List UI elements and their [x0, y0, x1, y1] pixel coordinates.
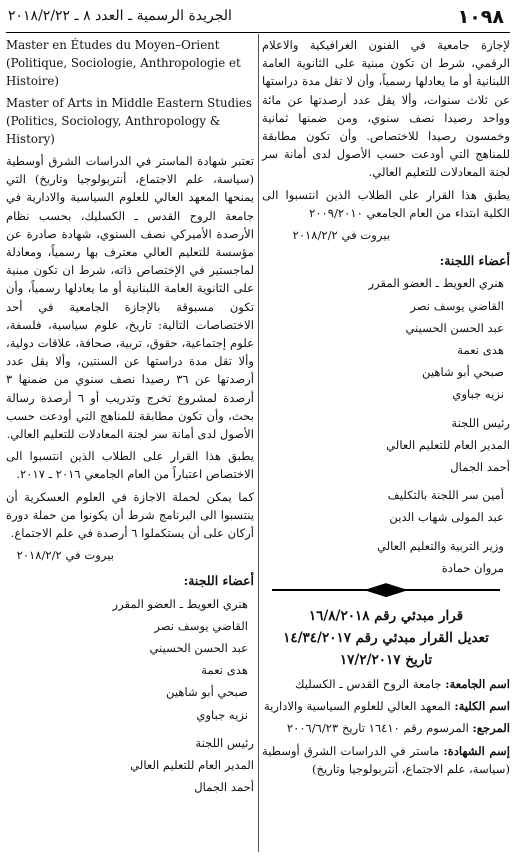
- degree-field: إسم الشهادة: ماستر في الدراسات الشرق أوسطية (سياسة، علم الاجتماع، أنتربولوجيا وتاريخ): [262, 743, 510, 776]
- member-item: نزيه جباوي: [452, 387, 504, 402]
- member-item: هدى نعمة: [457, 343, 504, 358]
- member-item: هنري العويط ـ العضو المقرر: [368, 276, 504, 291]
- members-heading: أعضاء اللجنة:: [183, 573, 254, 589]
- decision-number: قرار مبدئي رقم ١٦/٨/٢٠١٨: [308, 608, 464, 625]
- date-line: بيروت في ٢٠١٨/٢/٢: [292, 228, 390, 243]
- member-item: هنري العويط ـ العضو المقرر: [112, 596, 248, 611]
- role-item: أحمد الجمال: [194, 780, 254, 795]
- member-item: القاضي يوسف نصر: [410, 298, 504, 313]
- degree-name-english: Master of Arts in Middle Eastern Studies (Politics, Sociology, Anthropology & History): [6, 96, 252, 146]
- roles-list: [6, 734, 254, 797]
- member-item: صبحي أبو شاهين: [422, 365, 504, 380]
- intro-paragraph: لإجازة جامعية في الفنون الغرافيكية والاعلام الرقمي، شرط ان تكون مبنية على الثانوية العامة اللبنانية أو ما يعادلها رسمياً، وأن لا تقل مدة دراستها عن ثلاث سنوات، وألا يقل عدد أرصدتها عن مائة وواحد رصيدا نصف سنوي، ومن ضمنها ثمانية وخمسون رصيدا للاختصاص. وأن تكون مطابقة للمناهج التي أودعت حسب الأصول لدى أمانة سر لجنة المعادلات للتعليم العالي.: [262, 38, 510, 180]
- header-rule: [6, 32, 510, 33]
- role-item: عبد المولى شهاب الدين: [389, 510, 504, 525]
- members-list: [262, 274, 510, 403]
- body-paragraph: تعتبر شهادة الماستر في الدراسات الشرق أوسطية (سياسة، علم الاجتماع، أنتربولوجيا وتاريخ) التي يمنحها المعهد العالي للعلوم السياسية والادارية في جامعة الروح القدس ـ الكسليك، بحسب نظام الأرصدة الأميركي نصف السنوي، شهادة صادرة عن مؤسسة للتعليم العالي معترف بها رسمياً، ومعادلة لماجستير في الإختصاص ذاته، شرط ان تكون مبنية على الثانوية العامة اللبنانية أو ما يعادلها رسمياً، وأن تكون مسبوقة بالإجازة الجامعية في أحد الاختصاصات التالية: تاريخ، علوم سياسية، فلسفة، علوم إجتماعية، حقوق، تربية، صحافة، علاقات دولية، وألا تقل مدة دراستها عن السنتين، وألا يقل عدد أرصدتها عن ٣٦ رصيدا نصف سنوي من ضمنها ٣ أرصدة لمشروع تخرج وتدريب أو ٦ أرصدة رسالة بحث، وأن تكون مطابقة للمناهج التي أودعت حسب الأصول لدى أمانة سر لجنة المعادلات للتعليم العالي.: [6, 154, 254, 442]
- members-list: [6, 595, 254, 724]
- member-item: عبد الحسن الحسيني: [149, 641, 248, 656]
- members-heading: أعضاء اللجنة:: [439, 253, 510, 269]
- column-divider: [258, 34, 259, 852]
- member-item: نزيه جباوي: [196, 707, 248, 722]
- role-item: أحمد الجمال: [450, 460, 510, 475]
- role-item: رئيس اللجنة: [195, 735, 254, 750]
- section-divider: [262, 583, 510, 597]
- degree-name-french: Master en Études du Moyen–Orient (Politique, Sociologie, Anthropologie et Histoire): [6, 38, 241, 88]
- decision-amendment: تعديل القرار مبدئي رقم ١٤/٣٤/٢٠١٧: [283, 630, 489, 647]
- role-item: المدير العام للتعليم العالي: [130, 758, 254, 773]
- role-item: رئيس اللجنة: [451, 415, 510, 430]
- right-column: [262, 36, 510, 778]
- date-line: بيروت في ٢٠١٨/٢/٢: [16, 548, 114, 563]
- decision-date: تاريخ ١٧/٢/٢٠١٧: [339, 652, 433, 669]
- roles-list: [262, 414, 510, 577]
- member-item: صبحي أبو شاهين: [166, 685, 248, 700]
- page-number: ١٠٩٨: [457, 6, 504, 28]
- military-paragraph: كما يمكن لحملة الاجازة في العلوم العسكرية أن ينتسبوا الى البرنامج شرط أن يكونوا من حملة دورة أركان على أن يستكملوا ٦ أرصدة في علم الاجتماع.: [6, 489, 254, 541]
- left-column: [6, 36, 254, 801]
- apply-paragraph: يطبق هذا القرار على الطلاب الذين انتسبوا الى الكلية ابتداء من العام الجامعي ٢٠٠٩/٢٠١٠: [262, 187, 510, 220]
- faculty-field: اسم الكلية: المعهد العالي للعلوم السياسية والادارية: [263, 699, 510, 714]
- apply-paragraph: يطبق هذا القرار على الطلاب الذين انتسبوا الى الاختصاص اعتباراً من العام الجامعي ٢٠١٦ ـ ٢٠١٧.: [6, 449, 254, 482]
- role-item: مروان حمادة: [441, 560, 504, 575]
- page-header: [6, 6, 510, 28]
- member-item: القاضي يوسف نصر: [154, 618, 248, 633]
- university-field: اسم الجامعة: جامعة الروح القدس ـ الكسليك: [294, 677, 510, 692]
- role-item: أمين سر اللجنة بالتكليف: [387, 488, 504, 503]
- member-item: هدى نعمة: [201, 663, 248, 678]
- role-item: وزير التربية والتعليم العالي: [376, 538, 504, 553]
- role-item: المدير العام للتعليم العالي: [386, 437, 510, 452]
- gazette-title: الجريدة الرسمية ـ العدد ٨ ـ ٢٠١٨/٢/٢٢: [8, 8, 232, 24]
- reference-field: المرجع: المرسوم رقم ١٦٤١٠ تاريخ ٢٠٠٦/٦/٢٣: [286, 721, 510, 736]
- member-item: عبد الحسن الحسيني: [405, 320, 504, 335]
